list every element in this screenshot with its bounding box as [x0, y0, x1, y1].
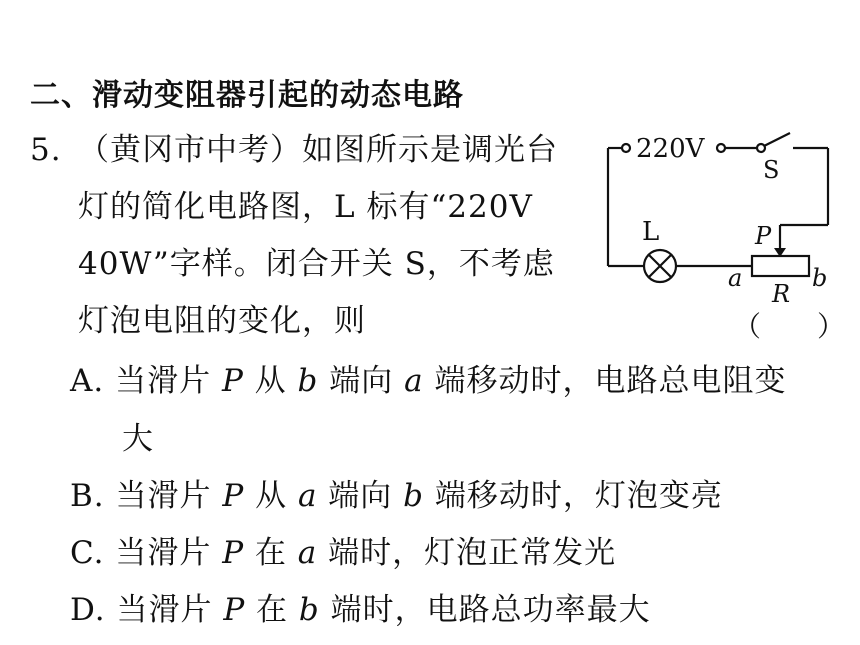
- question-text-line-2: 灯的简化电路图，L 标有“220V: [78, 189, 533, 225]
- circuit-diagram: [600, 120, 840, 305]
- option-d-var-p: P: [223, 592, 246, 628]
- terminal-left: [622, 144, 630, 152]
- section-title: 二、滑动变阻器引起的动态电路: [30, 78, 464, 113]
- option-c-var-p: P: [222, 535, 245, 571]
- option-d-text-1: 当滑片: [116, 592, 224, 628]
- question-text-line-1: （黄冈市中考）如图所示是调光台: [78, 132, 558, 168]
- lamp-label: L: [642, 217, 660, 247]
- option-b-text-4: 端移动时，灯泡变亮: [424, 478, 723, 514]
- option-c-var-1: a: [297, 535, 318, 571]
- option-d-text-3: 端时，电路总功率最大: [319, 592, 651, 628]
- option-a-var-p: P: [221, 363, 244, 399]
- switch-blade: [764, 133, 790, 146]
- option-c: [70, 533, 616, 573]
- option-a-text-4: 端移动时，电路总电阻变: [423, 363, 787, 399]
- option-b-text-1: 当滑片: [115, 478, 223, 514]
- resistor-label: R: [772, 280, 791, 305]
- question-text-line-4: 灯泡电阻的变化，则: [78, 303, 366, 339]
- switch-label: S: [763, 156, 780, 184]
- option-a-continued: 大: [122, 421, 154, 457]
- option-b-var-p: P: [222, 478, 245, 514]
- end-a-label: a: [728, 264, 743, 292]
- option-b-var-2: b: [403, 478, 424, 514]
- option-d-text-2: 在: [245, 592, 299, 628]
- option-a-text-3: 端向: [318, 363, 405, 399]
- option-d-label: D.: [70, 592, 106, 628]
- question-text-line-3: 40W”字样。闭合开关 S，不考虑: [78, 246, 555, 282]
- question-number: 5.: [30, 132, 62, 168]
- option-b-var-1: a: [297, 478, 318, 514]
- option-a-var-2: a: [404, 363, 424, 399]
- option-a-var-1: b: [297, 363, 319, 399]
- voltage-label: 220V: [636, 134, 705, 164]
- option-a-text-1: 当滑片: [115, 363, 222, 399]
- option-d: [70, 590, 651, 630]
- option-a-text-2: 从: [243, 363, 298, 399]
- end-b-label: b: [812, 264, 828, 292]
- option-c-text-1: 当滑片: [115, 535, 223, 571]
- option-c-text-2: 在: [244, 535, 298, 571]
- slider-label: P: [755, 222, 772, 250]
- answer-blank: （ ）: [733, 310, 846, 343]
- resistor-body: [752, 256, 809, 276]
- option-b-text-3: 端向: [317, 478, 404, 514]
- option-b-label: B.: [70, 478, 105, 514]
- option-a-label: A.: [70, 363, 105, 399]
- option-a: [70, 361, 786, 401]
- option-c-label: C.: [70, 535, 105, 571]
- option-d-var-1: b: [298, 592, 320, 628]
- option-b: [70, 476, 723, 516]
- terminal-right: [717, 144, 725, 152]
- option-b-text-2: 从: [244, 478, 298, 514]
- option-c-text-3: 端时，灯泡正常发光: [317, 535, 617, 571]
